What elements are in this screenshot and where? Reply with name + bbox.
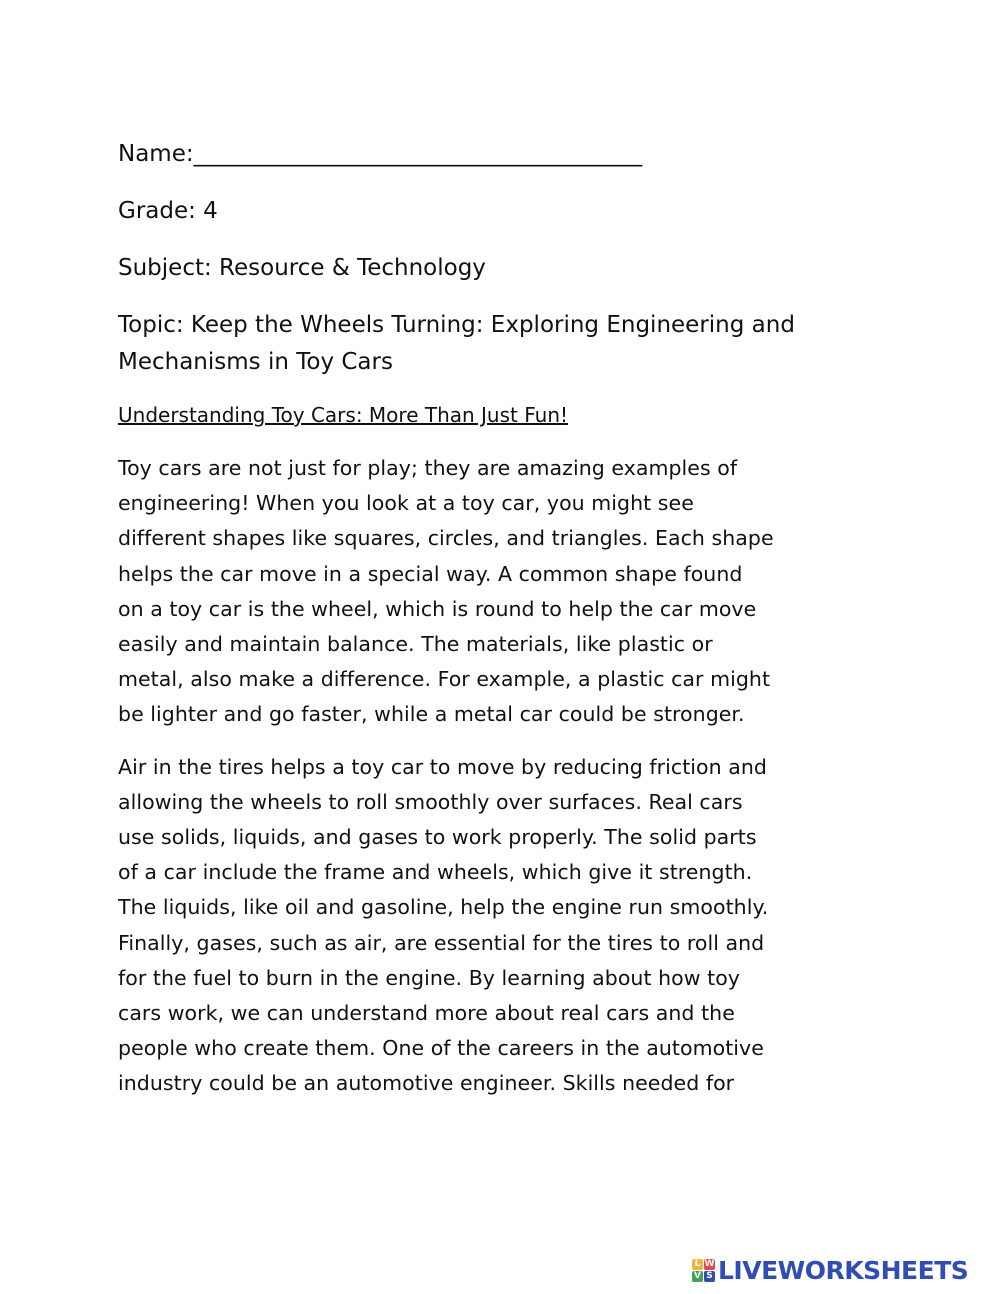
paragraph-line: industry could be an automotive engineer. Skills needed for bbox=[118, 1071, 735, 1096]
liveworksheets-logo[interactable] bbox=[692, 1255, 968, 1285]
paragraph-line: people who create them. One of the careers in the automotive bbox=[118, 1036, 764, 1061]
topic-heading bbox=[118, 307, 888, 381]
paragraph-line: allowing the wheels to roll smoothly over surfaces. Real cars bbox=[118, 789, 743, 814]
paragraph-line: The liquids, like oil and gasoline, help the engine run smoothly. bbox=[118, 895, 769, 920]
paragraph-2 bbox=[118, 750, 888, 1102]
paragraph-line: helps the car move in a special way. A common shape found bbox=[118, 561, 743, 586]
logo-mark-tile: S bbox=[704, 1271, 715, 1282]
section-heading: Understanding Toy Cars: More Than Just Fun! bbox=[118, 403, 569, 427]
logo-text: LIVEWORKSHEETS bbox=[718, 1255, 969, 1285]
paragraph-line: engineering! When you look at a toy car, you might see bbox=[118, 491, 694, 516]
grade-label: Grade: 4 bbox=[118, 198, 218, 224]
liveworksheets-logo-icon bbox=[692, 1259, 715, 1282]
name-field-label: Name:_______________________________________ bbox=[118, 141, 643, 167]
logo-mark-tile: W bbox=[704, 1258, 715, 1269]
paragraph-line: Finally, gases, such as air, are essential for the tires to roll and bbox=[118, 930, 765, 955]
worksheet bbox=[118, 136, 888, 1119]
paragraph-line: of a car include the frame and wheels, which give it strength. bbox=[118, 860, 753, 885]
paragraph-line: be lighter and go faster, while a metal car could be stronger. bbox=[118, 702, 745, 727]
paragraph-line: Toy cars are not just for play; they are amazing examples of bbox=[118, 456, 738, 480]
paragraph-line: Air in the tires helps a toy car to move by reducing friction and bbox=[118, 754, 767, 779]
logo-mark-tile: V bbox=[692, 1271, 703, 1282]
topic-line: Topic: Keep the Wheels Turning: Exploring Engineering and bbox=[118, 312, 795, 338]
paragraph-line: on a toy car is the wheel, which is round to help the car move bbox=[118, 596, 757, 621]
subject-label: Subject: Resource & Technology bbox=[118, 255, 486, 281]
topic-line: Mechanisms in Toy Cars bbox=[118, 349, 393, 375]
paragraph-line: different shapes like squares, circles, and triangles. Each shape bbox=[118, 526, 774, 551]
paragraph-line: metal, also make a difference. For example, a plastic car might bbox=[118, 667, 771, 692]
paragraph-line: use solids, liquids, and gases to work properly. The solid parts bbox=[118, 825, 757, 850]
paragraph-line: cars work, we can understand more about real cars and the bbox=[118, 1001, 735, 1026]
paragraph-line: for the fuel to burn in the engine. By learning about how toy bbox=[118, 965, 740, 990]
paragraph-line: easily and maintain balance. The materials, like plastic or bbox=[118, 632, 713, 657]
paragraph-1 bbox=[118, 451, 888, 733]
logo-mark-tile: L bbox=[692, 1259, 703, 1270]
